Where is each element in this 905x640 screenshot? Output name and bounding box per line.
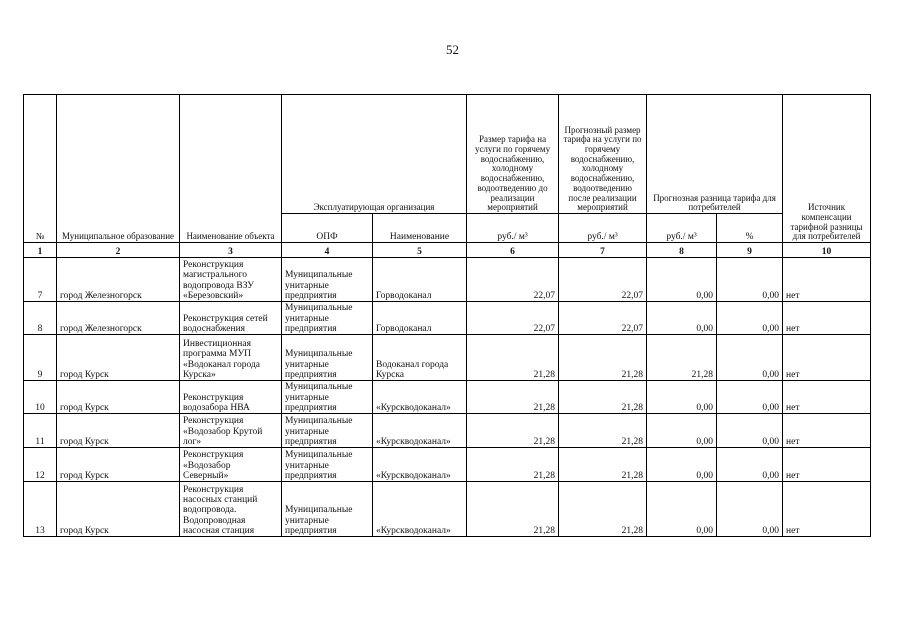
row-forecast: 21,28 bbox=[559, 381, 647, 414]
row-municipality: город Железногорск bbox=[57, 258, 180, 302]
row-number: 12 bbox=[24, 448, 57, 482]
row-municipality: город Курск bbox=[57, 414, 180, 448]
header-difference: Прогнозная разница тарифа для потребителей bbox=[647, 95, 783, 214]
row-tariff: 21,28 bbox=[467, 335, 559, 381]
row-tariff: 21,28 bbox=[467, 414, 559, 448]
row-forecast: 21,28 bbox=[559, 335, 647, 381]
row-object: Реконструкция «Водозабор Северный» bbox=[180, 448, 282, 482]
header-name: Наименование bbox=[373, 214, 467, 243]
column-number: 1 bbox=[24, 243, 57, 258]
table-row bbox=[24, 448, 871, 482]
row-tariff: 22,07 bbox=[467, 302, 559, 335]
header-operator: Эксплуатирующая организация bbox=[282, 95, 467, 214]
header-unit-forecast: руб./ м³ bbox=[559, 214, 647, 243]
row-forecast: 21,28 bbox=[559, 414, 647, 448]
row-opf: Муниципальные унитарные предприятия bbox=[282, 381, 373, 414]
table-row bbox=[24, 335, 871, 381]
header-source: Источник компенсации тарифной разницы для потребителей bbox=[783, 95, 871, 243]
row-diff-percent: 0,00 bbox=[717, 414, 783, 448]
row-object: Реконструкция «Водозабор Крутой лог» bbox=[180, 414, 282, 448]
row-tariff: 21,28 bbox=[467, 482, 559, 537]
row-source: нет bbox=[783, 381, 871, 414]
row-diff-rub: 0,00 bbox=[647, 414, 717, 448]
table-row bbox=[24, 381, 871, 414]
row-operator-name: «Курскводоканал» bbox=[373, 414, 467, 448]
row-forecast: 21,28 bbox=[559, 448, 647, 482]
row-opf: Муниципальные унитарные предприятия bbox=[282, 414, 373, 448]
row-operator-name: Водоканал города Курска bbox=[373, 335, 467, 381]
row-diff-percent: 0,00 bbox=[717, 302, 783, 335]
row-source: нет bbox=[783, 302, 871, 335]
column-number: 5 bbox=[373, 243, 467, 258]
row-diff-percent: 0,00 bbox=[717, 482, 783, 537]
row-diff-percent: 0,00 bbox=[717, 448, 783, 482]
column-number: 6 bbox=[467, 243, 559, 258]
row-source: нет bbox=[783, 335, 871, 381]
row-diff-rub: 0,00 bbox=[647, 381, 717, 414]
row-diff-rub: 0,00 bbox=[647, 258, 717, 302]
table-row bbox=[24, 302, 871, 335]
row-number: 8 bbox=[24, 302, 57, 335]
row-municipality: город Железногорск bbox=[57, 302, 180, 335]
header-forecast-tariff: Прогнозный размер тарифа на услуги по горячему водоснабжению, холодному водоснабжению, водоотведению после реализации мероприятий bbox=[559, 95, 647, 214]
row-number: 13 bbox=[24, 482, 57, 537]
row-operator-name: Горводоканал bbox=[373, 302, 467, 335]
row-operator-name: «Курскводоканал» bbox=[373, 381, 467, 414]
row-forecast: 22,07 bbox=[559, 258, 647, 302]
row-operator-name: «Курскводоканал» bbox=[373, 448, 467, 482]
column-number: 8 bbox=[647, 243, 717, 258]
row-diff-percent: 0,00 bbox=[717, 381, 783, 414]
row-opf: Муниципальные унитарные предприятия bbox=[282, 335, 373, 381]
row-diff-percent: 0,00 bbox=[717, 258, 783, 302]
row-diff-rub: 0,00 bbox=[647, 448, 717, 482]
header-municipality: Муниципальное образование bbox=[57, 95, 180, 243]
row-object: Реконструкция магистрального водопровода ВЗУ «Березовский» bbox=[180, 258, 282, 302]
row-tariff: 21,28 bbox=[467, 381, 559, 414]
table-row bbox=[24, 258, 871, 302]
row-object: Инвестиционная программа МУП «Водоканал города Курска» bbox=[180, 335, 282, 381]
row-municipality: город Курск bbox=[57, 381, 180, 414]
row-operator-name: Горводоканал bbox=[373, 258, 467, 302]
header-tariff: Размер тарифа на услуги по горячему водоснабжению, холодному водоснабжению, водоотведению до реализации мероприятий bbox=[467, 95, 559, 214]
page-number: 52 bbox=[446, 42, 459, 57]
row-municipality: город Курск bbox=[57, 335, 180, 381]
row-object: Реконструкция сетей водоснабжения bbox=[180, 302, 282, 335]
column-number: 9 bbox=[717, 243, 783, 258]
header-unit-diff: руб./ м³ bbox=[647, 214, 717, 243]
row-number: 10 bbox=[24, 381, 57, 414]
row-opf: Муниципальные унитарные предприятия bbox=[282, 482, 373, 537]
row-forecast: 22,07 bbox=[559, 302, 647, 335]
column-number: 10 bbox=[783, 243, 871, 258]
column-numbers-row bbox=[24, 243, 871, 258]
column-number: 3 bbox=[180, 243, 282, 258]
header-no: № bbox=[24, 95, 57, 243]
header-unit-percent: % bbox=[717, 214, 783, 243]
row-opf: Муниципальные унитарные предприятия bbox=[282, 302, 373, 335]
row-number: 11 bbox=[24, 414, 57, 448]
row-operator-name: «Курскводоканал» bbox=[373, 482, 467, 537]
row-number: 9 bbox=[24, 335, 57, 381]
row-opf: Муниципальные унитарные предприятия bbox=[282, 448, 373, 482]
row-opf: Муниципальные унитарные предприятия bbox=[282, 258, 373, 302]
row-object: Реконструкция насосных станций водопровода. Водопроводная насосная станция bbox=[180, 482, 282, 537]
header-unit-tariff: руб./ м³ bbox=[467, 214, 559, 243]
row-diff-rub: 0,00 bbox=[647, 302, 717, 335]
column-number: 4 bbox=[282, 243, 373, 258]
header-opf: ОПФ bbox=[282, 214, 373, 243]
table-header-row bbox=[24, 95, 871, 214]
row-source: нет bbox=[783, 448, 871, 482]
row-object: Реконструкция водозабора НВА bbox=[180, 381, 282, 414]
row-source: нет bbox=[783, 258, 871, 302]
row-municipality: город Курск bbox=[57, 482, 180, 537]
column-number: 2 bbox=[57, 243, 180, 258]
row-number: 7 bbox=[24, 258, 57, 302]
table-row bbox=[24, 414, 871, 448]
row-diff-rub: 0,00 bbox=[647, 482, 717, 537]
row-forecast: 21,28 bbox=[559, 482, 647, 537]
row-municipality: город Курск bbox=[57, 448, 180, 482]
row-tariff: 21,28 bbox=[467, 448, 559, 482]
row-source: нет bbox=[783, 414, 871, 448]
row-diff-percent: 0,00 bbox=[717, 335, 783, 381]
header-object: Наименование объекта bbox=[180, 95, 282, 243]
tariff-table bbox=[23, 94, 871, 537]
column-number: 7 bbox=[559, 243, 647, 258]
row-source: нет bbox=[783, 482, 871, 537]
row-tariff: 22,07 bbox=[467, 258, 559, 302]
table-row bbox=[24, 482, 871, 537]
row-diff-rub: 21,28 bbox=[647, 335, 717, 381]
